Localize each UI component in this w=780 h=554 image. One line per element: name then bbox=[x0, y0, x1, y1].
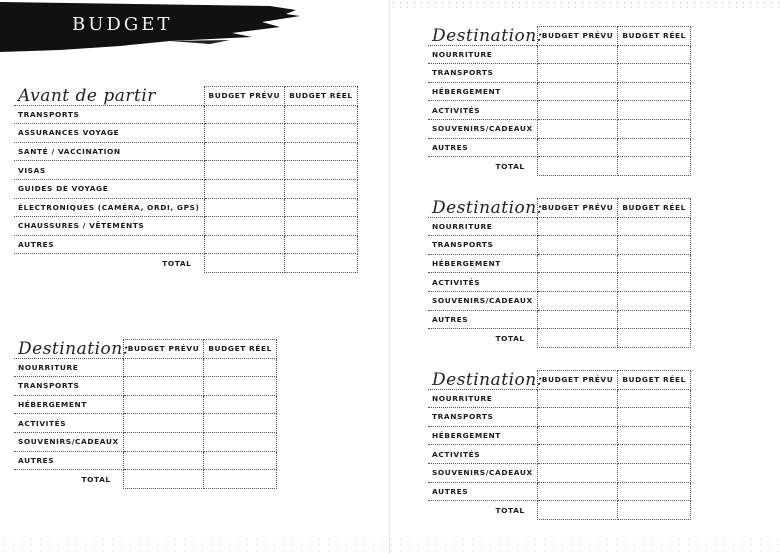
actual-cell[interactable] bbox=[618, 217, 691, 236]
actual-cell[interactable] bbox=[285, 124, 358, 143]
row-label: ACTIVITÉS bbox=[428, 445, 537, 464]
budget-table bbox=[428, 26, 691, 176]
actual-cell[interactable] bbox=[285, 235, 358, 254]
row-label: AUTRES bbox=[428, 482, 537, 501]
speckle-texture bbox=[0, 536, 780, 554]
table-row bbox=[14, 235, 357, 254]
row-label: NOURRITURE bbox=[428, 217, 537, 236]
row-label: ASSURANCES VOYAGE bbox=[14, 124, 204, 143]
row-label: TRANSPORTS bbox=[14, 105, 204, 124]
actual-cell[interactable] bbox=[618, 463, 691, 482]
table-row bbox=[14, 395, 276, 414]
row-label: AUTRES bbox=[14, 451, 123, 470]
col-header-actual: BUDGET RÉEL bbox=[285, 87, 358, 106]
table-row bbox=[428, 445, 690, 464]
row-label: HÉBERGEMENT bbox=[428, 82, 537, 101]
row-label: SANTÉ / VACCINATION bbox=[14, 142, 204, 161]
planned-cell[interactable] bbox=[537, 217, 618, 236]
col-header-planned: BUDGET PRÉVU bbox=[537, 371, 618, 390]
planned-cell[interactable] bbox=[537, 45, 618, 64]
table-row bbox=[14, 142, 357, 161]
table-row bbox=[428, 291, 690, 310]
page-title: BUDGET bbox=[72, 14, 173, 35]
planned-total-cell[interactable] bbox=[123, 470, 204, 489]
planned-cell[interactable] bbox=[123, 395, 204, 414]
actual-cell[interactable] bbox=[285, 105, 358, 124]
col-header-planned: BUDGET PRÉVU bbox=[537, 199, 618, 218]
page-spine bbox=[389, 0, 390, 554]
row-label: AUTRES bbox=[14, 235, 204, 254]
total-label: TOTAL bbox=[495, 505, 525, 515]
planned-cell[interactable] bbox=[204, 217, 285, 236]
row-label: HÉBERGEMENT bbox=[14, 395, 123, 414]
table-row bbox=[428, 101, 690, 120]
section-heading: Destination: bbox=[432, 370, 543, 390]
actual-cell[interactable] bbox=[285, 161, 358, 180]
planned-total-cell[interactable] bbox=[537, 501, 618, 520]
total-row bbox=[428, 329, 690, 348]
table-row bbox=[428, 482, 690, 501]
actual-cell[interactable] bbox=[618, 408, 691, 427]
table-row bbox=[428, 254, 690, 273]
actual-total-cell[interactable] bbox=[618, 329, 691, 348]
actual-cell[interactable] bbox=[285, 179, 358, 198]
table-row bbox=[428, 310, 690, 329]
planned-cell[interactable] bbox=[123, 432, 204, 451]
actual-cell[interactable] bbox=[204, 377, 277, 396]
actual-cell[interactable] bbox=[618, 273, 691, 292]
row-label: CHAUSSURES / VÊTEMENTS bbox=[14, 217, 204, 236]
table-row bbox=[14, 377, 276, 396]
table-row bbox=[14, 105, 357, 124]
row-label: VISAS bbox=[14, 161, 204, 180]
actual-cell[interactable] bbox=[618, 254, 691, 273]
actual-cell[interactable] bbox=[204, 395, 277, 414]
row-label: ACTIVITÉS bbox=[14, 414, 123, 433]
planned-cell[interactable] bbox=[537, 482, 618, 501]
table-row bbox=[428, 217, 690, 236]
planned-cell[interactable] bbox=[204, 179, 285, 198]
planned-cell[interactable] bbox=[123, 414, 204, 433]
row-label: TRANSPORTS bbox=[428, 408, 537, 427]
total-label: TOTAL bbox=[81, 474, 111, 484]
actual-cell[interactable] bbox=[618, 64, 691, 83]
planned-cell[interactable] bbox=[537, 463, 618, 482]
row-label: SOUVENIRS/CADEAUX bbox=[428, 119, 537, 138]
row-label: HÉBERGEMENT bbox=[428, 426, 537, 445]
section-heading: Destination: bbox=[432, 198, 543, 218]
actual-total-cell[interactable] bbox=[204, 470, 277, 489]
row-label: SOUVENIRS/CADEAUX bbox=[428, 463, 537, 482]
table-row bbox=[14, 179, 357, 198]
actual-cell[interactable] bbox=[618, 236, 691, 255]
actual-cell[interactable] bbox=[618, 291, 691, 310]
actual-total-cell[interactable] bbox=[285, 254, 358, 273]
row-label: HÉBERGEMENT bbox=[428, 254, 537, 273]
row-label: NOURRITURE bbox=[428, 389, 537, 408]
planned-cell[interactable] bbox=[204, 198, 285, 217]
actual-cell[interactable] bbox=[618, 482, 691, 501]
table-row bbox=[14, 451, 276, 470]
table-row bbox=[428, 273, 690, 292]
row-label: TRANSPORTS bbox=[14, 377, 123, 396]
row-label: NOURRITURE bbox=[14, 358, 123, 377]
col-header-planned: BUDGET PRÉVU bbox=[123, 340, 204, 359]
total-label: TOTAL bbox=[495, 333, 525, 343]
table-row bbox=[428, 236, 690, 255]
table-row bbox=[428, 64, 690, 83]
planned-cell[interactable] bbox=[537, 273, 618, 292]
col-header-planned: BUDGET PRÉVU bbox=[204, 87, 285, 106]
actual-cell[interactable] bbox=[618, 445, 691, 464]
row-label: GUIDES DE VOYAGE bbox=[14, 179, 204, 198]
actual-cell[interactable] bbox=[204, 358, 277, 377]
col-header-actual: BUDGET RÉEL bbox=[204, 340, 277, 359]
row-label: TRANSPORTS bbox=[428, 64, 537, 83]
col-header-planned: BUDGET PRÉVU bbox=[537, 27, 618, 46]
row-label: NOURRITURE bbox=[428, 45, 537, 64]
table-row bbox=[428, 45, 690, 64]
planned-cell[interactable] bbox=[123, 377, 204, 396]
budget-table bbox=[14, 339, 277, 489]
actual-cell[interactable] bbox=[618, 389, 691, 408]
actual-cell[interactable] bbox=[285, 217, 358, 236]
table-row bbox=[428, 426, 690, 445]
planned-cell[interactable] bbox=[123, 451, 204, 470]
table-row bbox=[428, 82, 690, 101]
planned-cell[interactable] bbox=[537, 254, 618, 273]
actual-cell[interactable] bbox=[204, 414, 277, 433]
planned-total-cell[interactable] bbox=[204, 254, 285, 273]
actual-cell[interactable] bbox=[618, 310, 691, 329]
row-label: TRANSPORTS bbox=[428, 236, 537, 255]
planned-cell[interactable] bbox=[537, 310, 618, 329]
row-label: AUTRES bbox=[428, 138, 537, 157]
planned-cell[interactable] bbox=[204, 105, 285, 124]
planned-total-cell[interactable] bbox=[537, 329, 618, 348]
table-row bbox=[14, 432, 276, 451]
planned-cell[interactable] bbox=[537, 138, 618, 157]
planned-cell[interactable] bbox=[537, 426, 618, 445]
row-label: ACTIVITÉS bbox=[428, 101, 537, 120]
planned-cell[interactable] bbox=[204, 161, 285, 180]
planned-cell[interactable] bbox=[537, 408, 618, 427]
actual-cell[interactable] bbox=[204, 432, 277, 451]
table-row bbox=[428, 138, 690, 157]
table-row bbox=[14, 161, 357, 180]
total-row bbox=[428, 157, 690, 176]
col-header-actual: BUDGET RÉEL bbox=[618, 27, 691, 46]
section-heading: Destination: bbox=[18, 339, 129, 359]
planned-cell[interactable] bbox=[537, 119, 618, 138]
section-heading: Avant de partir bbox=[18, 86, 156, 106]
table-row bbox=[14, 198, 357, 217]
total-label: TOTAL bbox=[162, 258, 192, 268]
actual-cell[interactable] bbox=[618, 119, 691, 138]
total-row bbox=[14, 254, 357, 273]
actual-total-cell[interactable] bbox=[618, 501, 691, 520]
total-row bbox=[428, 501, 690, 520]
planned-cell[interactable] bbox=[537, 82, 618, 101]
actual-total-cell[interactable] bbox=[618, 157, 691, 176]
planned-cell[interactable] bbox=[537, 64, 618, 83]
table-row bbox=[14, 124, 357, 143]
budget-table bbox=[14, 86, 358, 273]
actual-cell[interactable] bbox=[285, 198, 358, 217]
row-label: AUTRES bbox=[428, 310, 537, 329]
table-row bbox=[14, 217, 357, 236]
planned-total-cell[interactable] bbox=[537, 157, 618, 176]
actual-cell[interactable] bbox=[285, 142, 358, 161]
table-row bbox=[14, 358, 276, 377]
col-header-actual: BUDGET RÉEL bbox=[618, 371, 691, 390]
actual-cell[interactable] bbox=[618, 45, 691, 64]
actual-cell[interactable] bbox=[618, 138, 691, 157]
table-row bbox=[428, 389, 690, 408]
budget-table bbox=[428, 370, 691, 520]
col-header-actual: BUDGET RÉEL bbox=[618, 199, 691, 218]
row-label: ACTIVITÉS bbox=[428, 273, 537, 292]
planned-cell[interactable] bbox=[204, 235, 285, 254]
table-row bbox=[428, 408, 690, 427]
planned-cell[interactable] bbox=[537, 236, 618, 255]
planned-cell[interactable] bbox=[537, 445, 618, 464]
total-row bbox=[14, 470, 276, 489]
table-row bbox=[428, 119, 690, 138]
planned-cell[interactable] bbox=[123, 358, 204, 377]
section-heading: Destination: bbox=[432, 26, 543, 46]
planned-cell[interactable] bbox=[537, 101, 618, 120]
planned-cell[interactable] bbox=[204, 142, 285, 161]
actual-cell[interactable] bbox=[618, 101, 691, 120]
actual-cell[interactable] bbox=[204, 451, 277, 470]
actual-cell[interactable] bbox=[618, 82, 691, 101]
actual-cell[interactable] bbox=[618, 426, 691, 445]
speckle-texture bbox=[390, 0, 780, 10]
budget-table bbox=[428, 198, 691, 348]
planned-cell[interactable] bbox=[204, 124, 285, 143]
planned-cell[interactable] bbox=[537, 291, 618, 310]
row-label: SOUVENIRS/CADEAUX bbox=[428, 291, 537, 310]
row-label: SOUVENIRS/CADEAUX bbox=[14, 432, 123, 451]
row-label: ÉLECTRONIQUES (CAMÉRA, ORDI, GPS) bbox=[14, 198, 204, 217]
total-label: TOTAL bbox=[495, 161, 525, 171]
planned-cell[interactable] bbox=[537, 389, 618, 408]
table-row bbox=[14, 414, 276, 433]
table-row bbox=[428, 463, 690, 482]
